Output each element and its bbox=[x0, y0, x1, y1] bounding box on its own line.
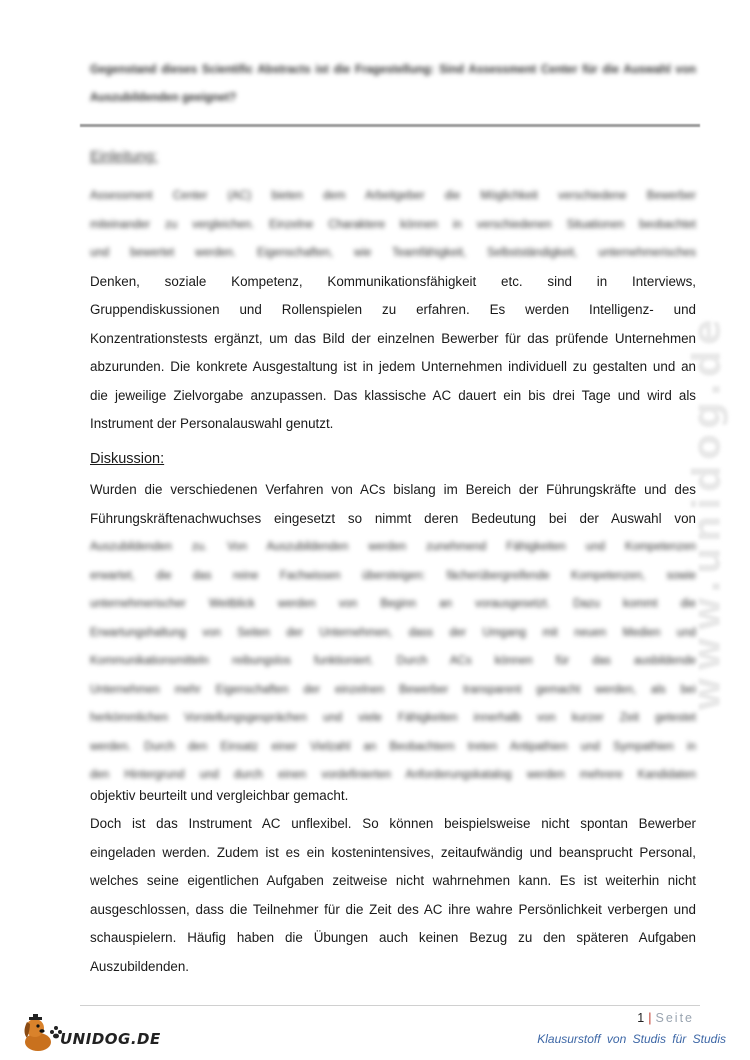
text-line: schauspielern. Häufig haben die Übungen auch keinen Bezug zu den späteren Aufgaben bbox=[90, 930, 696, 945]
text-line: welches seine eigentlichen Aufgaben zeitweise nicht wahrnehmen kann. Es ist weiterhin nicht bbox=[90, 873, 696, 888]
text-line: Wurden die verschiedenen Verfahren von ACs bislang im Bereich der Führungskräfte und des bbox=[90, 482, 696, 497]
footer-tagline: Klausurstoff von Studis für Studis bbox=[537, 1032, 726, 1046]
blurred-line: Auszubildenden zu. Von Auszubildenden werden zunehmend Fähigkeiten und Kompetenzen bbox=[90, 541, 696, 553]
text-line: abzurunden. Die konkrete Ausgestaltung ist in jedem Unternehmen individuell zu gestalten und an bbox=[90, 359, 696, 374]
watermark-text: www.unidog.de bbox=[685, 314, 729, 712]
text-line: ausgeschlossen, dass die Teilnehmer für die Zeit des AC ihre wahre Persönlichkeit verbergen und bbox=[90, 901, 696, 917]
blurred-line: erwartet, die das reine Fachwissen übersteigen: fächerübergreifende Kompetenzen, sowie bbox=[90, 569, 696, 582]
text-line: Denken, soziale Kompetenz, Kommunikationsfähigkeit etc. sind in Interviews, bbox=[90, 273, 696, 289]
text-line: Doch ist das Instrument AC unflexibel. So können beispielsweise nicht spontan Bewerber bbox=[90, 816, 696, 831]
discussion-heading: Diskussion: bbox=[90, 451, 165, 467]
blurred-line: und bewertet werden. Eigenschaften, wie Teamfähigkeit, Selbstständigkeit, unternehmerisches bbox=[90, 247, 696, 259]
blurred-line: Unternehmen mehr Eigenschaften der einzelnen Bewerber transparent gemacht werden, als bei bbox=[90, 683, 696, 696]
blurred-line: Erwartungshaltung von Seiten der Unternehmen, dass der Umgang mit neuen Medien und bbox=[90, 626, 696, 639]
text-line: die jeweilige Zielvorgabe anzupassen. Das klassische AC dauert ein bis drei Tage und wird als bbox=[90, 387, 696, 403]
closing-paragraph bbox=[90, 788, 696, 981]
logo-text: UNIDOG.DE bbox=[60, 1030, 161, 1048]
footer-divider bbox=[80, 1005, 700, 1006]
page-number-value: 1 bbox=[637, 1011, 645, 1025]
page-word: Seite bbox=[655, 1011, 694, 1025]
blurred-line: herkömmlichen Vorstellungsgesprächen und viele Fähigkeiten innerhalb von kurzer Zeit getestet bbox=[90, 712, 696, 724]
discussion-blurred-block bbox=[90, 533, 696, 790]
page-number bbox=[637, 1011, 694, 1025]
text-line: Gruppendiskussionen und Rollenspielen zu erfahren. Es werden Intelligenz- und bbox=[90, 302, 696, 317]
blurred-line: Kommunikationsmitteln reibungslos funktioniert. Durch ACs können für das ausbildende bbox=[90, 655, 696, 667]
intro-heading: Einleitung: bbox=[90, 149, 158, 165]
intro-blurred-block bbox=[90, 182, 696, 268]
text-line-partial: objektiv beurteilt und vergleichbar gemacht. bbox=[90, 788, 349, 803]
blurred-line: den Hintergrund und durch einen vordefinierten Anforderungskatalog werden mehrere Kandidaten bbox=[90, 769, 696, 781]
text-line: Instrument der Personalauswahl genutzt. bbox=[90, 416, 334, 431]
text-line: Auszubildenden. bbox=[90, 958, 190, 974]
blurred-line: werden. Durch den Einsatz einer Vielzahl an Beobachtern treten Antipathien und Sympathien in bbox=[90, 740, 696, 753]
unidog-logo bbox=[18, 1012, 161, 1054]
blurred-line: Assessment Center (AC) bieten dem Arbeitgeber die Möglichkeit verschiedene Bewerber bbox=[90, 190, 696, 202]
document-headline: Gegenstand dieses Scientific Abstracts ist die Fragestellung: Sind Assessment Center für die Auswahl von Auszubildenden geeignet? bbox=[90, 64, 696, 104]
intro-paragraph bbox=[90, 182, 696, 439]
header-divider bbox=[80, 124, 700, 127]
watermark bbox=[677, 278, 737, 748]
text-line: Konzentrationstests ergänzt, um das Bild der einzelnen Bewerber für das prüfende Unternehmen bbox=[90, 330, 696, 346]
blurred-line: unternehmerischer Weitblick werden von Beginn an vorausgesetzt. Dazu kommt die bbox=[90, 598, 696, 610]
page-separator: | bbox=[648, 1011, 652, 1025]
text-line: Führungskräftenachwuchses eingesetzt so nimmt deren Bedeutung bei der Auswahl von bbox=[90, 510, 696, 526]
discussion-paragraph bbox=[90, 476, 696, 790]
blurred-line: miteinander zu vergleichen. Einzelne Charaktere können in verschiedenen Situationen beobachtet bbox=[90, 218, 696, 231]
text-line: eingeladen werden. Zudem ist es ein kostenintensives, zeitaufwändig und beansprucht Personal, bbox=[90, 844, 696, 860]
